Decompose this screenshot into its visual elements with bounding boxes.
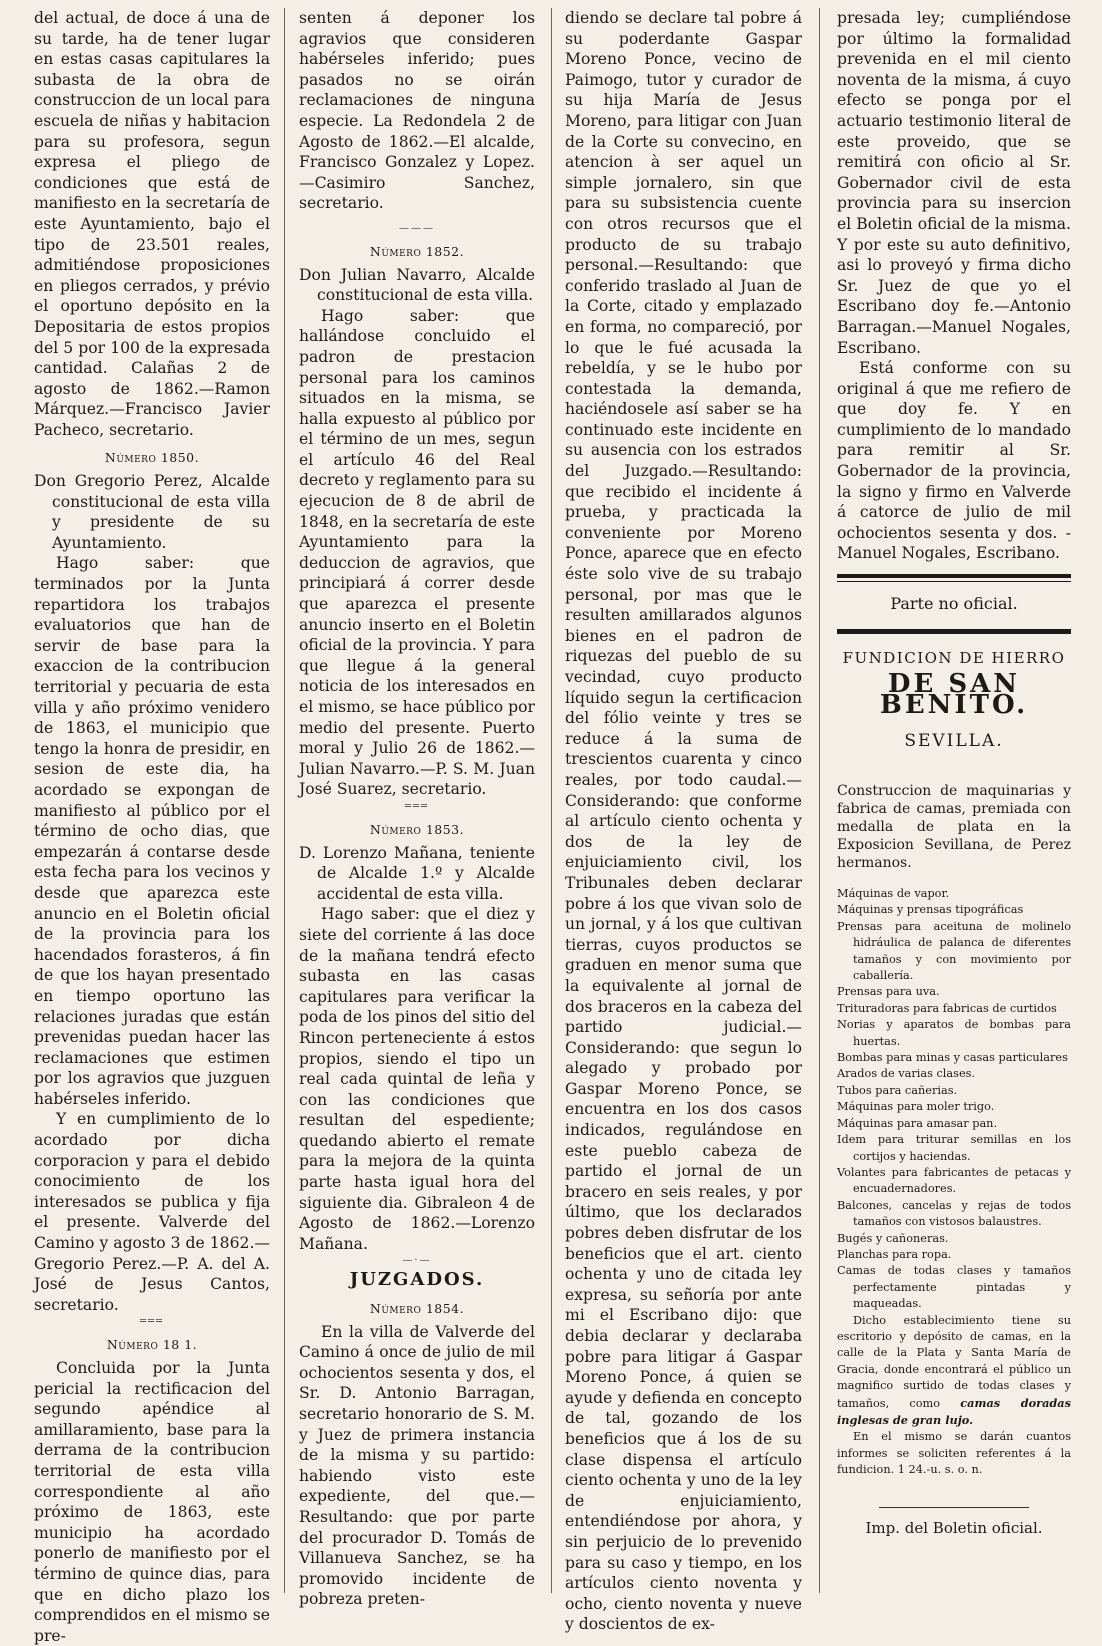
ad-item: Trituradoras para fabricas de curtidos bbox=[837, 1001, 1057, 1015]
notice-number: Número 1854. bbox=[369, 1301, 465, 1317]
ad-item: Tubos para cañerias. bbox=[837, 1083, 958, 1097]
notice-text: presada ley; cumpliéndose por último la formalidad prevenida en el mil ciento noventa de la misma, á cuyo efecto se ponga por el actuario testimonio literal de este proveido, que se remitirá con oficio al Sr. Gobernador civil de esta provincia para su insercion el Boletin oficial de la misma. Y por este su auto definitivo, asi lo proveyó y firma dicho Sr. Juez de que yo el Escribano doy fe.—Antonio Barragan.—Manuel Nogales, Escribano. bbox=[837, 9, 1071, 357]
ad-item: Camas de todas clases y tamaños perfectamente pintadas y maqueadas. bbox=[837, 1264, 1071, 1311]
notice-text: Hago saber: que el diez y siete del corriente á las doce de la mañana tendrá efecto subasta en las casas capitulares para verificar la poda de los pinos del sitio del Rincon perteneciente á estos propios, siendo el tipo un real cada quintal de leña y con las condiciones que resultan del espediente; quedando abierto el remate para la mejora de la quinta parte hasta igual hora del siguiente dia. Gibraleon 4 de Agosto de 1862.—Lorenzo Mañana. bbox=[299, 905, 535, 1253]
section-title-parte-no-oficial: Parte no oficial. bbox=[890, 594, 1018, 614]
ad-item: Máquinas para moler trigo. bbox=[837, 1100, 995, 1114]
ad-item: Máquinas y prensas tipográficas bbox=[837, 903, 1024, 917]
column-2 bbox=[299, 8, 535, 1609]
notice-text: del actual, de doce á una de su tarde, ha de tener lugar en estas casas capitulares la subasta de la obra de construccion de un local para escuela de niñas y habitacion para su profesora, segun expresa el pliego de condiciones que está de manifiesto en la secretaría de este Ayuntamiento, bajo el tipo de 23.501 reales, admitiéndose proposiciones en pliegos cerrados, y prévio el oportuno depósito en la Depositaria de estos propios del 5 por 100 de la expresada cantidad. Calañas 2 de agosto de 1862.—Ramon Márquez.—Francisco Javier Pacheco, secretario. bbox=[34, 9, 270, 439]
notice-heading: D. Lorenzo Mañana, teniente de Alcalde 1.º y Alcalde accidental de esta villa. bbox=[299, 843, 535, 903]
notice-text: Concluida por la Junta pericial la rectificacion del segundo apéndice al amillaramiento, base para la derrama de la contribucion territorial de esta villa correspondiente al año próximo de 1863, este municipio ha acordado ponerlo de manifiesto por el término de quince dias, para que en dicho plazo los comprendidos en el mismo se pre- bbox=[34, 1359, 270, 1645]
notice-text: Y en cumplimiento de lo acordado por dicha corporacion y para el debido conocimiento de los interesados se publica y fija el presente. Valverde del Camino y agosto 3 de 1862.—Gregorio Perez.—P. A. del A. José de Jesus Cantos, secretario. bbox=[34, 1110, 270, 1314]
notice-text: Está conforme con su original á que me refiero de que doy fe. Y en cumplimiento de lo mandado para remitir al Sr. Gobernador de la provincia, la signo y firmo en Valverde á catorce de julio de mil ochocientos sesenta y dos. -Manuel Nogales, Escribano. bbox=[837, 359, 1071, 563]
ad-item: Norias y aparatos de bombas para huertas. bbox=[837, 1018, 1071, 1048]
notice-text: Hago saber: que hallándose concluido el padron de prestacion personal para los caminos situados en la misma, se halla expuesto al público por el término de un mes, segun el artículo 46 del Real decreto y reglamento para su ejecucion de 8 de abril de 1848, en la secretaría de este Ayuntamiento para la deduccion de agravios, que principiará á correr desde que aparezca el presente anuncio inserto en el Boletin oficial de la provincia. Y para que llegue á la general noticia de los interesados en el mismo, se hace público por medio del presente. Puerto moral y Julio 26 de 1862.—Julian Navarro.—P. S. M. Juan José Suarez, secretario. bbox=[299, 306, 535, 799]
notice-heading: Don Gregorio Perez, Alcalde constitucional de esta villa y presidente de su Ayuntamiento. bbox=[34, 472, 270, 552]
column-rule bbox=[819, 8, 820, 1593]
column-4 bbox=[837, 8, 1071, 1593]
ad-address-paragraph: Dicho establecimiento tiene su escritorio y depósito de camas, en la calle de la Plata y Santa María de Gracia, donde encontrará el público un magnifico surtido de todas clases y tamaños, como camas doradas inglesas de gran lujo. bbox=[837, 1313, 1071, 1427]
notice-heading: Don Julian Navarro, Alcalde constitucional de esta villa. bbox=[299, 265, 535, 305]
ad-item: Arados de varias clases. bbox=[837, 1067, 976, 1081]
ornament-divider: —·— bbox=[402, 1255, 432, 1267]
column-rule bbox=[551, 8, 552, 1593]
ad-item: Prensas para uva. bbox=[837, 985, 940, 999]
ad-item: Máquinas para amasar pan. bbox=[837, 1116, 998, 1130]
ornament-divider: ═══ bbox=[404, 800, 430, 812]
section-rule bbox=[837, 574, 1071, 578]
printer-credit: Imp. del Boletin oficial. bbox=[865, 1518, 1043, 1537]
notice-text: Hago saber: que terminados por la Junta repartidora los trabajos evaluatorios que han de servir de base para la exaccion de la contribucion territorial y pecuaria de esta villa y año próximo venidero de 1863, el municipio que tengo la honra de presidir, en sesion de este dia, ha acordado se expongan de manifiesto al público por el término de ocho dias, que empezarán á contarse desde esta fecha para los vecinos y desde que aparezca este anuncio en el Boletin oficial de la provincia para los hacendados forasteros, á fin de que los hayan presentado en tiempo oportuno las relaciones juradas que están prevenidas puedan hacer las reclamaciones que estimen por los agravios que juzguen habérseles inferido. bbox=[34, 554, 270, 1108]
ad-title-line-1: FUNDICION DE HIERRO bbox=[842, 648, 1066, 667]
section-rule bbox=[837, 629, 1071, 634]
ad-info-paragraph: En el mismo se darán cuantos informes se soliciten referentes á la fundicion. 1 24.-u. s. o. n. bbox=[837, 1430, 1071, 1477]
ad-item: Volantes para fabricantes de petacas y encuadernadores. bbox=[837, 1165, 1071, 1196]
notice-number: Número 1852. bbox=[369, 243, 465, 259]
ad-item: Prensas para aceituna de molinelo hidráulica de palanca de diferentes tamaños y con movimiento por caballería. bbox=[837, 919, 1071, 983]
ad-title-city: SEVILLA. bbox=[904, 731, 1004, 752]
ad-item: Bugés y cañoneras. bbox=[837, 1231, 949, 1245]
ad-title-line-2: DE SAN BENITO. bbox=[879, 669, 1029, 720]
ad-item: Idem para triturar semillas en los cortijos y haciendas. bbox=[837, 1133, 1071, 1163]
column-rule bbox=[284, 8, 285, 1593]
section-title-juzgados: JUZGADOS. bbox=[349, 1269, 485, 1291]
ad-emphasis: camas doradas inglesas de gran lujo. bbox=[837, 1395, 1071, 1427]
ornament-divider: ——— bbox=[399, 222, 435, 234]
footer-rule bbox=[879, 1507, 1029, 1508]
ad-item: Balcones, cancelas y rejas de todos tamaños con vistosos balaustres. bbox=[837, 1198, 1071, 1229]
column-3 bbox=[565, 8, 802, 1634]
section-rule bbox=[837, 581, 1071, 582]
ad-item-list bbox=[837, 886, 1071, 1479]
notice-number: Número 18 1. bbox=[106, 1337, 198, 1353]
notice-text: senten á deponer los agravios que consideren habérseles inferido; pues pasados no se oirán reclamaciones de ninguna especie. La Redondela 2 de Agosto de 1862.—El alcalde, Francisco Gonzalez y Lopez.—Casimiro Sanchez, secretario. bbox=[299, 9, 535, 213]
column-1 bbox=[34, 8, 270, 1645]
ad-description: Construccion de maquinarias y fabrica de camas, premiada con medalla de plata en la Exposicion Sevillana, de Perez hermanos. bbox=[837, 783, 1071, 871]
notice-number: Número 1853. bbox=[369, 821, 465, 837]
ad-item: Bombas para minas y casas particulares bbox=[837, 1051, 1068, 1065]
notice-text: En la villa de Valverde del Camino á once de julio de mil ochocientos sesenta y dos, el Sr. D. Antonio Barragan, secretario honorario de S. M. y Juez de primera instancia de la misma y su partido: habiendo visto este expediente, del que.—Resultando: que por parte del procurador D. Tomás de Villanueva Sanchez, se ha promovido incidente de pobreza preten- bbox=[299, 1322, 535, 1609]
ornament-divider: ═══ bbox=[139, 1316, 165, 1328]
ad-item: Planchas para ropa. bbox=[837, 1247, 952, 1261]
ad-item: Máquinas de vapor. bbox=[837, 887, 950, 900]
notice-number: Número 1850. bbox=[104, 450, 200, 466]
notice-text: diendo se declare tal pobre á su poderdante Gaspar Moreno Ponce, vecino de Paimogo, tutor y curador de su hija María de Jesus Moreno, para litigar con Juan de la Corte su convecino, en atencion à ser aquel un simple jornalero, sin que para su subsistencia cuente con otros recursos que el producto de su trabajo personal.—Resultando: que conferido traslado al Juan de la Corte, citado y emplazado en forma, no compareció, por lo que le fué acusada la rebeldía, y se le hubo por contestada la demanda, haciéndosele así saber se ha continuado este incidente en su ausencia con los estrados del Juzgado.—Resultando: que recibido el incidente á prueba, y practicada la conveniente por Moreno Ponce, aparece que en efecto éste solo vive de su trabajo personal, por mas que le resulten amillarados algunos bienes en el padron de riquezas del pueblo de su vecindad, cuyo producto líquido segun la certificacion del fólio veinte y tres se reduce á la suma de trescientos cuarenta y cinco reales, por todo caudal.—Considerando: que conforme al artículo ciento ochenta y dos de la ley de enjuiciamiento civil, los Tribunales deben declarar pobre á los que vivan solo de un jornal, y á los que cultivan tierras, cuyos productos se graduen en menor suma que la equivalente al jornal de dos braceros en la cabeza del partido judicial.—Considerando: que segun lo alegado y probado por Gaspar Moreno Ponce, se encuentra en los dos casos indicados, regulándose en este pueblo cabeza de partido el jornal de un bracero en seis reales, y por último, que los declarados pobres deben disfrutar de los beneficios que el art. ciento ochenta y uno de citada ley expresa, su señoría por ante mi el Escribano dijo: que debia declarar y declaraba pobre para litigar á Gaspar Moreno Ponce, á quien se ayude y defienda en concepto de tal, gozando de los beneficios que á los de su clase dispensa el artículo ciento ochenta y uno de la ley de enjuiciamiento, entendiéndose por ahora, y sin perjuicio de lo prevenido para su caso y tiempo, en los artículos ciento noventa y ocho, ciento noventa y nueve y doscientos de ex- bbox=[565, 9, 802, 1634]
